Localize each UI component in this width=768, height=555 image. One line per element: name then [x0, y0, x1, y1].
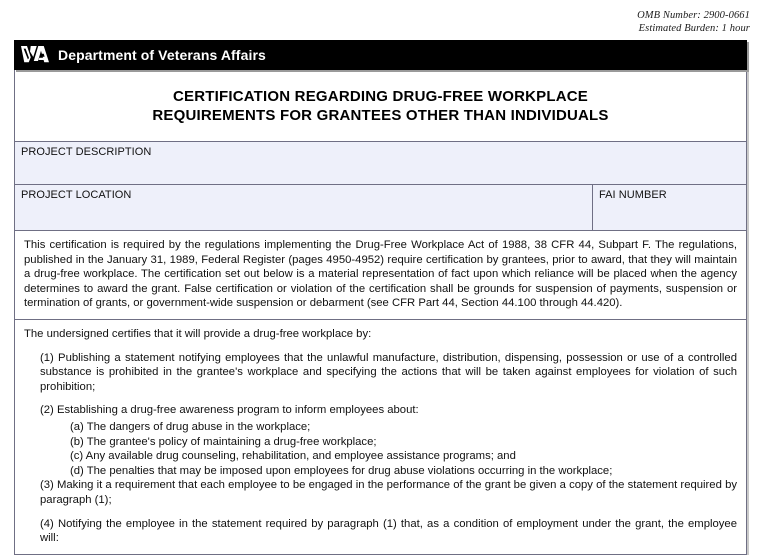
certification-item-1: (1) Publishing a statement notifying employees that the unlawful manufacture, distribution, dispensing, possession or use of a controlled substance is prohibited in the grantee's workplace and specifying the actions that will be taken against employees for violation of such prohibition;: [40, 351, 737, 393]
project-description-field[interactable]: [15, 142, 746, 185]
certification-item-2: (2) Establishing a drug-free awareness program to inform employees about:: [40, 404, 419, 417]
fai-number-label: FAI NUMBER: [599, 189, 667, 201]
preamble-paragraph: This certification is required by the regulations implementing the Drug-Free Workplace Act of 1988, 38 CFR 44, Subpart F. The regulations, published in the January 31, 1989, Federal Register (pages 4950-4952) require certification by grantees, prior to award, that they will maintain a drug-free workplace. The certification set out below is a material representation of fact upon which reliance will be placed when the agency determines to award the grant. False certification or violation of the certification shall be grounds for suspension of payments, suspension or termination of grants, or government-wide suspension or debarment (see CFR Part 44, Section 44.100 through 44.420).: [24, 239, 737, 310]
project-location-field[interactable]: [15, 185, 593, 230]
fai-number-field[interactable]: [593, 185, 746, 230]
omb-number: OMB Number: 2900-0661: [637, 10, 750, 21]
certification-body-section: [15, 320, 746, 554]
certification-lead-in: The undersigned certifies that it will provide a drug-free workplace by:: [24, 327, 372, 340]
agency-name-label: Department of Veterans Affairs: [58, 47, 266, 63]
sub-item-a: (a) The dangers of drug abuse in the workplace;: [70, 420, 311, 433]
agency-header-bar: [14, 40, 747, 70]
omb-estimated-burden: Estimated Burden: 1 hour: [638, 23, 750, 34]
certification-item-4: (4) Notifying the employee in the statement required by paragraph (1) that, as a condition of employment under the grant, the employee will:: [40, 517, 737, 545]
certification-item-2-sublist: [24, 420, 737, 478]
certification-item-3: (3) Making it a requirement that each employee to be engaged in the performance of the grant be given a copy of the statement required by paragraph (1);: [40, 479, 737, 506]
form-title-line-1: CERTIFICATION REGARDING DRUG-FREE WORKPLACE: [173, 88, 588, 105]
project-description-label: PROJECT DESCRIPTION: [21, 146, 152, 158]
sub-item-b: (b) The grantee's policy of maintaining a drug-free workplace;: [70, 435, 377, 448]
sub-item-d: (d) The penalties that may be imposed upon employees for drug abuse violations occurring in the workplace;: [70, 464, 613, 477]
omb-info-block: [637, 9, 750, 35]
preamble-section: [15, 231, 746, 320]
form-title-block: [15, 70, 746, 142]
form-container: [14, 40, 747, 555]
document-frame: [14, 70, 747, 555]
location-and-fai-row: [15, 185, 746, 231]
form-title-line-2: REQUIREMENTS FOR GRANTEES OTHER THAN INDIVIDUALS: [152, 107, 609, 124]
project-location-label: PROJECT LOCATION: [21, 189, 132, 201]
sub-item-c: (c) Any available drug counseling, rehabilitation, and employee assistance programs; and: [70, 450, 516, 463]
va-seal-icon: [20, 44, 50, 66]
